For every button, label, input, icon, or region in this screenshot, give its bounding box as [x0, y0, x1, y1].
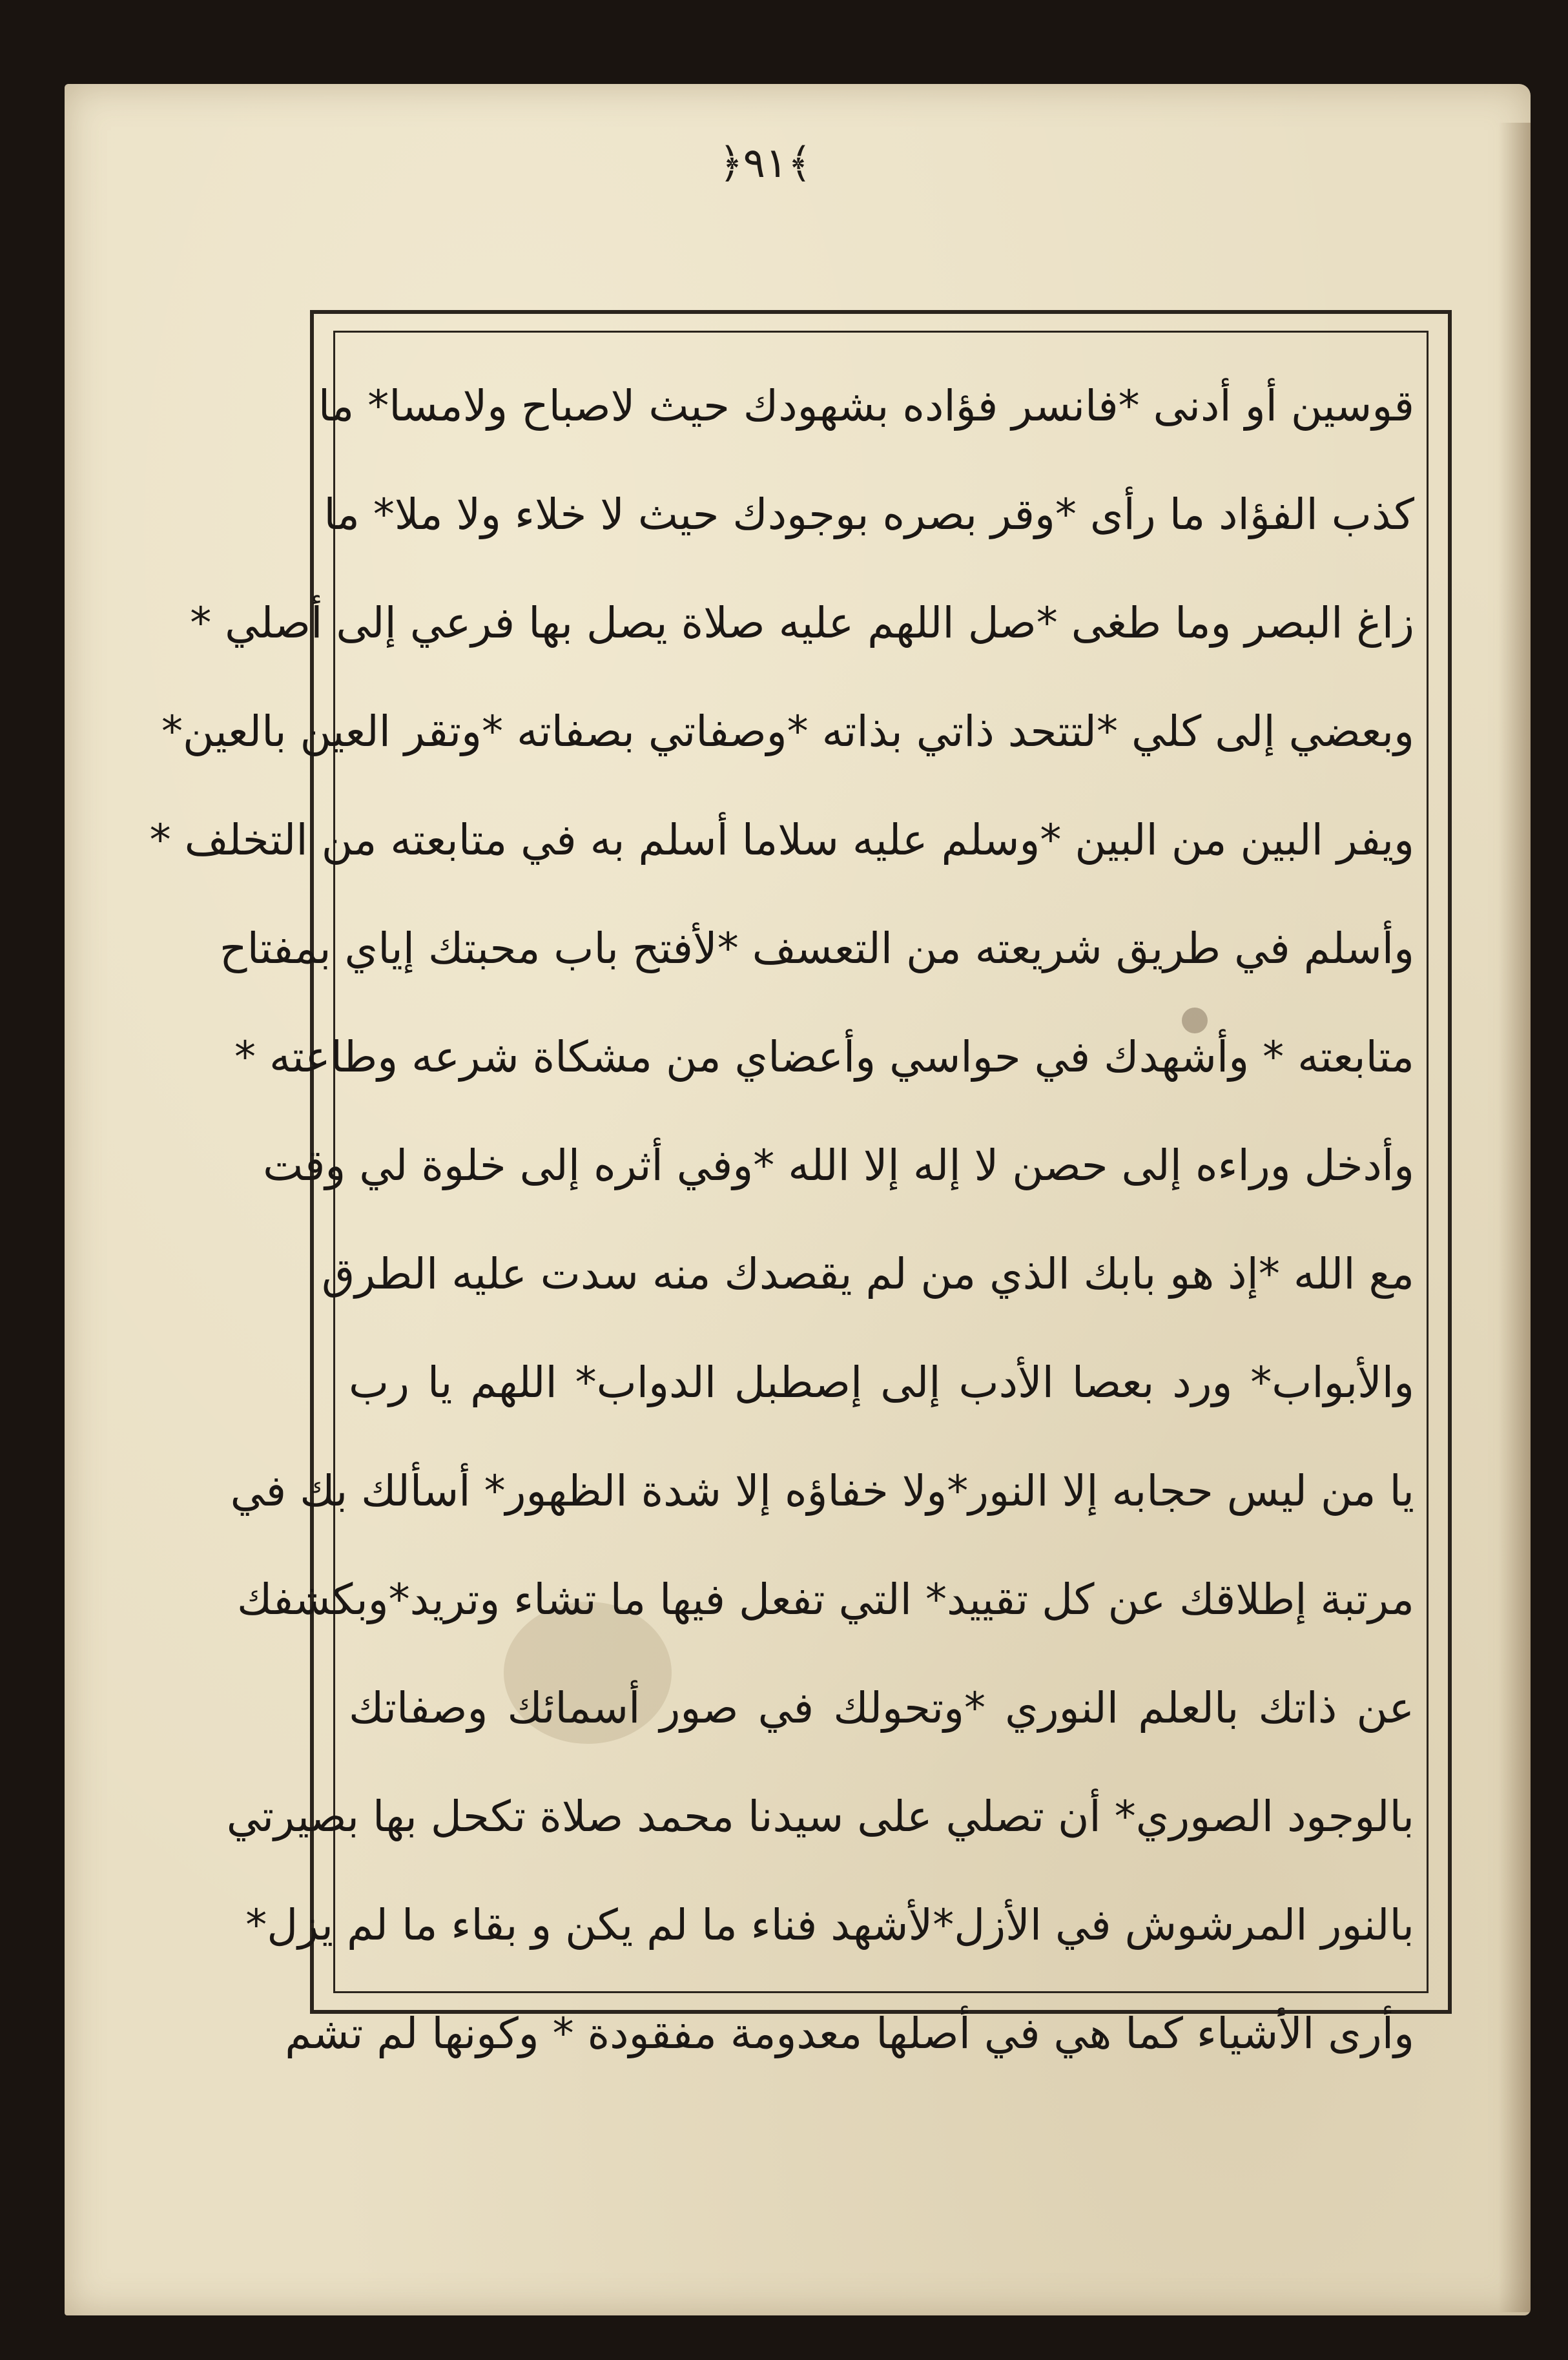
- text-line: وأدخل وراءه إلى حصن لا إله إلا الله *وفي أثره إلى خلوة لي وقت: [263, 1141, 1414, 1190]
- text-line: بالنور المرشوش في الأزل*لأشهد فناء ما لم يكن و بقاء ما لم يزل*: [245, 1900, 1414, 1950]
- text-line: وأسلم في طريق شريعته من التعسف *لأفتح باب محبتك إياي بمفتاح: [220, 924, 1414, 973]
- text-line: مع الله *إذ هو بابك الذي من لم يقصدك منه سدت عليه الطرق: [322, 1249, 1414, 1299]
- text-line: ويفر البين من البين *وسلم عليه سلاما أسلم به في متابعته من التخلف *: [149, 815, 1414, 865]
- text-line: زاغ البصر وما طغى *صل اللهم عليه صلاة يصل بها فرعي إلى أصلي *: [190, 598, 1414, 648]
- text-line: قوسين أو أدنى *فانسر فؤاده بشهودك حيث لاصباح ولامسا* ما: [318, 381, 1414, 431]
- text-line: عن ذاتك بالعلم النوري *وتحولك في صور أسمائك وصفاتك: [349, 1683, 1414, 1733]
- text-line: والأبواب* ورد بعصا الأدب إلى إصطبل الدواب* اللهم يا رب: [349, 1358, 1414, 1407]
- text-line: وبعضي إلى كلي *لتتحد ذاتي بذاته *وصفاتي بصفاته *وتقر العين بالعين*: [161, 707, 1414, 756]
- text-line: يا من ليس حجابه إلا النور*ولا خفاؤه إلا شدة الظهور* أسألك بك في: [230, 1466, 1414, 1516]
- text-line: متابعته * وأشهدك في حواسي وأعضاي من مشكاة شرعه وطاعته *: [234, 1032, 1414, 1082]
- page-number: ﴿٩١﴾: [719, 140, 812, 187]
- text-line: مرتبة إطلاقك عن كل تقييد* التي تفعل فيها ما تشاء وتريد*وبكشفك: [237, 1575, 1414, 1624]
- text-line: كذب الفؤاد ما رأى *وقر بصره بوجودك حيث لا خلاء ولا ملا* ما: [324, 490, 1414, 539]
- text-line: وأرى الأشياء كما هي في أصلها معدومة مفقودة * وكونها لم تشم: [285, 2009, 1414, 2058]
- text-block: [149, 352, 1414, 2058]
- text-line: بالوجود الصوري* أن تصلي على سيدنا محمد صلاة تكحل بها بصيرتي: [226, 1792, 1414, 1841]
- page-edge-shadow: [1498, 123, 1531, 2312]
